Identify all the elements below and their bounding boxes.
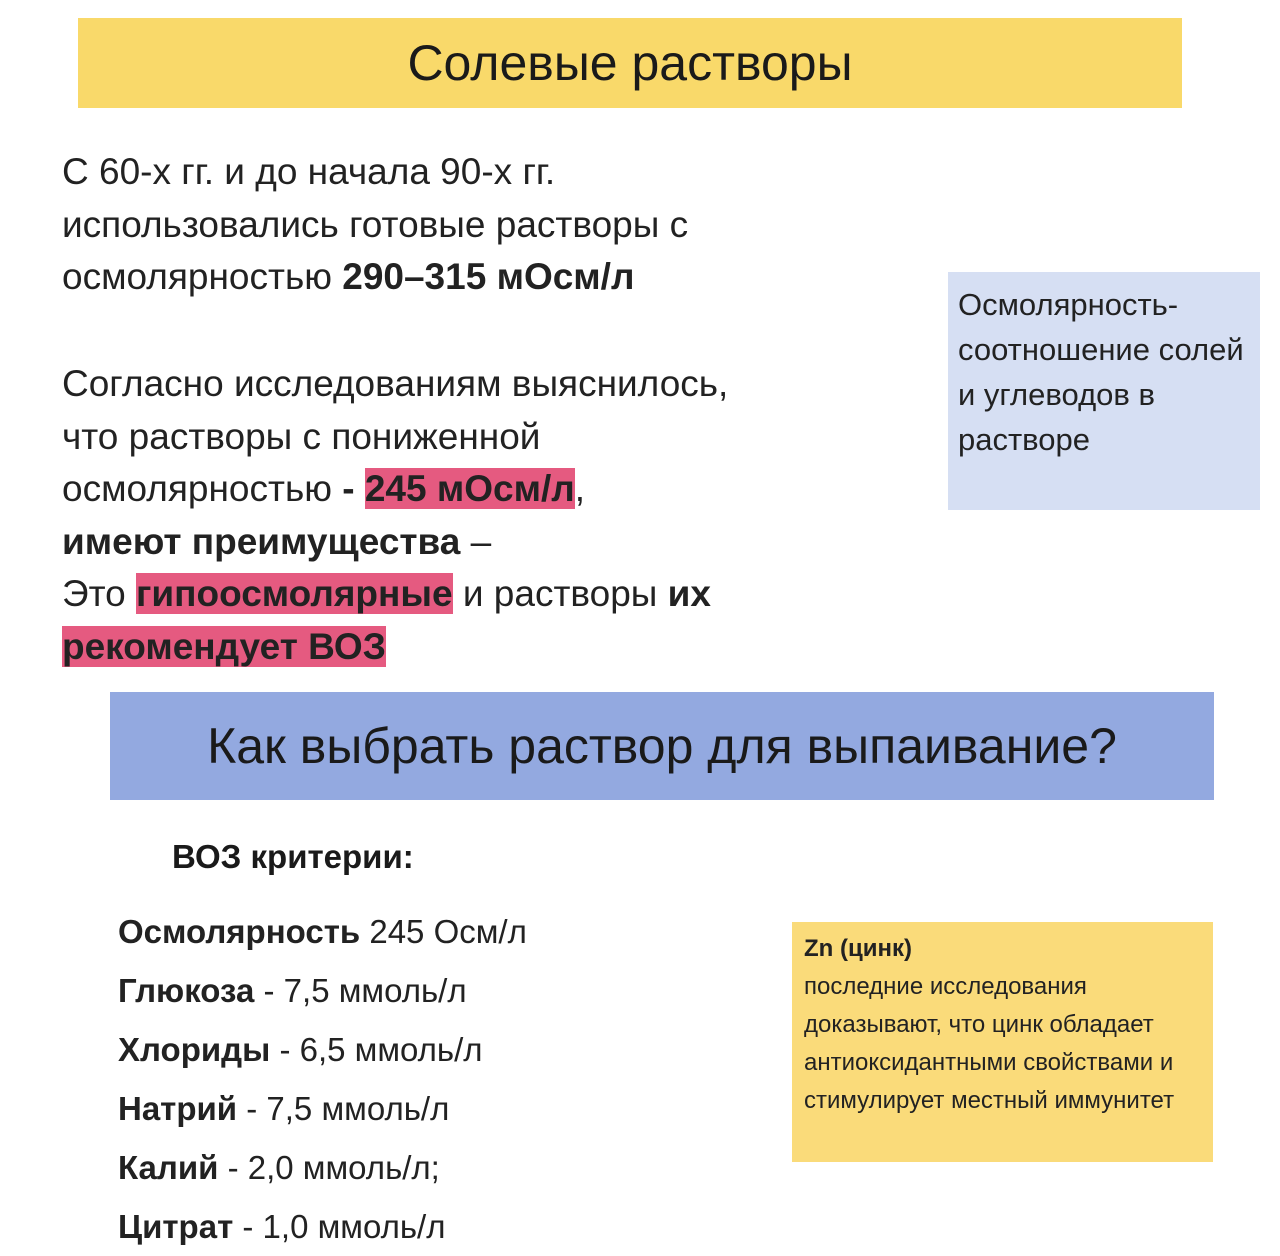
criteria-item: [118, 1079, 527, 1138]
who-criteria-heading: ВОЗ критерии:: [172, 838, 414, 875]
zinc-note: [792, 922, 1213, 1162]
osmolarity-definition-note: [948, 272, 1260, 510]
criteria-item: [118, 961, 527, 1020]
history-line-1: С 60-х гг. и до начала 90-х гг.: [62, 151, 556, 192]
criteria-item: [118, 1020, 527, 1079]
criteria-value: - 1,0 ммоль/л: [233, 1208, 446, 1245]
zinc-note-title: Zn (цинк): [804, 935, 912, 962]
research-line-5-prefix: Это: [62, 573, 136, 614]
research-line-5-bold: их: [667, 573, 711, 614]
research-line-1: Согласно исследованиям выяснилось,: [62, 363, 729, 404]
zinc-note-body: последние исследования доказывают, что цинк обладает антиоксидантными свойствами и стимулирует местный иммунитет: [804, 973, 1175, 1114]
criteria-value: - 2,0 ммоль/л;: [218, 1149, 440, 1186]
question-banner: [110, 692, 1214, 800]
research-line-2: что растворы с пониженной: [62, 415, 541, 457]
history-line-3-prefix: осмолярностью: [62, 256, 343, 297]
criteria-item: [118, 1138, 527, 1197]
criteria-name: Осмолярность: [118, 913, 361, 950]
criteria-name: Натрий: [118, 1090, 238, 1127]
criteria-item: [118, 1197, 527, 1256]
criteria-name: Глюкоза: [118, 972, 255, 1009]
osmolarity-definition-text: Осмолярность- соотношение солей и углеводов в растворе: [958, 287, 1244, 457]
who-recommends-highlight: рекомендует ВОЗ: [62, 625, 386, 667]
research-line-3-dash: -: [342, 468, 365, 509]
hypoosmolar-highlight: гипоосмолярные: [135, 573, 453, 614]
title-banner: [78, 18, 1182, 108]
criteria-value: 245 Осм/л: [360, 913, 527, 950]
research-line-3-comma: ,: [574, 468, 586, 509]
history-line-2: использовались готовые растворы с: [62, 203, 689, 245]
research-line-5-mid: и растворы: [452, 573, 668, 614]
research-line-3-prefix: осмолярностью: [62, 468, 343, 509]
advantages-dash: –: [460, 520, 492, 562]
criteria-name: Хлориды: [118, 1031, 271, 1068]
advantages-text: имеют преимущества: [62, 520, 461, 562]
history-paragraph: [62, 146, 882, 304]
reduced-osmolarity-highlight: 245 мОсм/л: [364, 468, 575, 509]
research-paragraph: [62, 358, 942, 673]
criteria-value: - 6,5 ммоль/л: [270, 1031, 483, 1068]
history-osmolarity-value: 290–315 мОсм/л: [342, 256, 635, 297]
criteria-name: Цитрат: [118, 1208, 234, 1245]
criteria-name: Калий: [118, 1149, 219, 1186]
criteria-value: - 7,5 ммоль/л: [237, 1090, 450, 1127]
criteria-item: [118, 902, 527, 961]
criteria-value: - 7,5 ммоль/л: [254, 972, 467, 1009]
question-heading: Как выбрать раствор для выпаивание?: [207, 718, 1117, 774]
who-criteria-list: [118, 902, 527, 1256]
page-title: Солевые растворы: [407, 35, 853, 91]
